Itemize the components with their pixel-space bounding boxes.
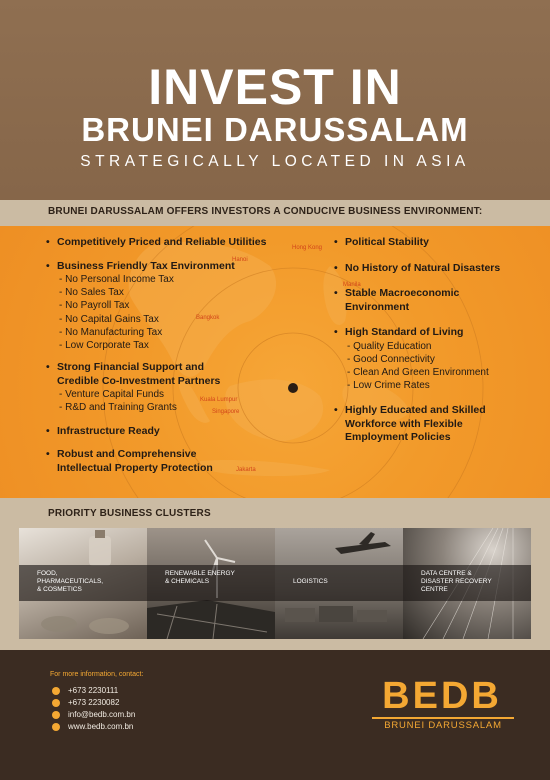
map-label-hong-kong: Hong Kong	[292, 245, 323, 251]
sub-item: - No Manufacturing Tax	[59, 326, 163, 338]
tagline: STRATEGICALLY LOCATED IN ASIA	[80, 153, 470, 170]
bedb-logo	[370, 676, 518, 732]
benefits-left-column	[46, 236, 306, 475]
cluster-tile-logistics	[275, 528, 403, 639]
map-label-singapore: Singapore	[212, 409, 240, 415]
logo-divider	[372, 717, 514, 719]
bullet-standard-of-living: • High Standard of Living	[334, 326, 464, 338]
bullet-text: Highly Educated and Skilled	[345, 404, 486, 417]
globe-icon	[52, 723, 60, 731]
logo-subtitle: BRUNEI DARUSSALAM	[384, 720, 502, 731]
cluster-tile-food	[19, 528, 147, 639]
email-icon	[52, 711, 60, 719]
bullet-text: High Standard of Living	[345, 326, 464, 338]
bullet-text: Stable Macroeconomic	[345, 287, 460, 299]
intro-bar	[0, 200, 550, 226]
contact-text: info@bedb.com.bn	[68, 710, 136, 719]
bullet-text: Environment	[345, 300, 410, 313]
benefits-panel	[0, 226, 550, 498]
sub-item: - Clean And Green Environment	[347, 366, 489, 378]
clusters-heading: PRIORITY BUSINESS CLUSTERS	[48, 508, 211, 519]
bullet-text: Strong Financial Support and	[57, 361, 204, 374]
footer	[0, 650, 550, 780]
bullet-text: Political Stability	[345, 236, 430, 248]
contact-heading: For more information, contact:	[50, 671, 144, 678]
header-banner	[0, 0, 550, 200]
bullet-tax: • Business Friendly Tax Environment	[46, 259, 235, 272]
sub-item: - R&D and Training Grants	[59, 402, 177, 414]
cluster-label-logistics: LOGISTICS	[293, 578, 328, 585]
sub-item: - No Personal Income Tax	[59, 274, 174, 285]
fax-icon	[52, 699, 60, 707]
priority-clusters-section	[0, 498, 550, 650]
sub-item: - No Payroll Tax	[59, 300, 130, 312]
cluster-label-energy: RENEWABLE ENERGY & CHEMICALS	[165, 570, 235, 585]
phone-icon	[52, 687, 60, 695]
sub-item: - Good Connectivity	[347, 353, 435, 365]
bullet-utilities: • Competitively Priced and Reliable Utilities	[46, 236, 267, 248]
bullet-text: Infrastructure Ready	[57, 424, 160, 437]
sub-item: - Low Crime Rates	[347, 380, 430, 392]
map-label-kuala-lumpur: Kuala Lumpur	[200, 397, 238, 403]
bullet-finance: • Strong Financial Support and Credible Co-Investment Partners	[46, 361, 221, 387]
map-label-jakarta: Jakarta	[236, 467, 256, 473]
sub-item: - Venture Capital Funds	[59, 389, 165, 401]
map-label-hanoi: Hanoi	[232, 257, 248, 263]
cluster-label-data-centre: DATA CENTRE & DISASTER RECOVERY CENTRE	[421, 570, 492, 593]
sub-item: - Quality Education	[347, 340, 432, 352]
bullet-workforce: • Highly Educated and Skilled Workforce with Flexible Employment Policies	[334, 404, 486, 444]
cluster-tile-energy	[147, 528, 275, 639]
bullet-text: Business Friendly Tax Environment	[57, 259, 235, 272]
intro-heading: BRUNEI DARUSSALAM OFFERS INVESTORS A CONDUCIVE BUSINESS ENVIRONMENT:	[48, 206, 483, 217]
sub-item: - Low Corporate Tax	[59, 340, 149, 352]
sub-item: - No Sales Tax	[59, 287, 124, 299]
bullet-political-stability: • Political Stability	[334, 236, 430, 248]
cluster-tile-data-centre	[403, 528, 531, 639]
benefits-right-column	[334, 236, 544, 445]
bullet-text: Robust and Comprehensive	[57, 448, 197, 461]
bullet-infrastructure: • Infrastructure Ready	[46, 424, 160, 437]
logo-wordmark: BEDB	[382, 675, 502, 717]
title-line-2: BRUNEI DARUSSALAM	[81, 111, 469, 148]
bullet-macroeconomic: • Stable Macroeconomic Environment	[334, 287, 460, 313]
contact-text: +673 2230082	[68, 698, 120, 707]
title-line-1: INVEST IN	[148, 59, 402, 115]
bullet-text: Intellectual Property Protection	[57, 461, 213, 474]
contact-text: www.bedb.com.bn	[68, 722, 134, 731]
contact-text: +673 2230111	[68, 686, 119, 695]
cluster-label-food: FOOD, PHARMACEUTICALS, & COSMETICS	[37, 570, 104, 593]
map-label-manila: Manila	[343, 282, 361, 288]
bullet-text: No History of Natural Disasters	[345, 261, 501, 274]
bullet-text: Workforce with Flexible	[345, 417, 463, 430]
bullet-text: Employment Policies	[345, 431, 451, 444]
bullet-text: Credible Co-Investment Partners	[57, 374, 221, 387]
bullet-text: Competitively Priced and Reliable Utilities	[57, 236, 267, 248]
bullet-ip-protection: • Robust and Comprehensive Intellectual Property Protection	[46, 448, 213, 474]
bullet-no-disasters: • No History of Natural Disasters	[334, 261, 501, 274]
sub-item: - No Capital Gains Tax	[59, 313, 159, 325]
cluster-tiles	[19, 528, 531, 639]
map-label-bangkok: Bangkok	[196, 315, 220, 321]
